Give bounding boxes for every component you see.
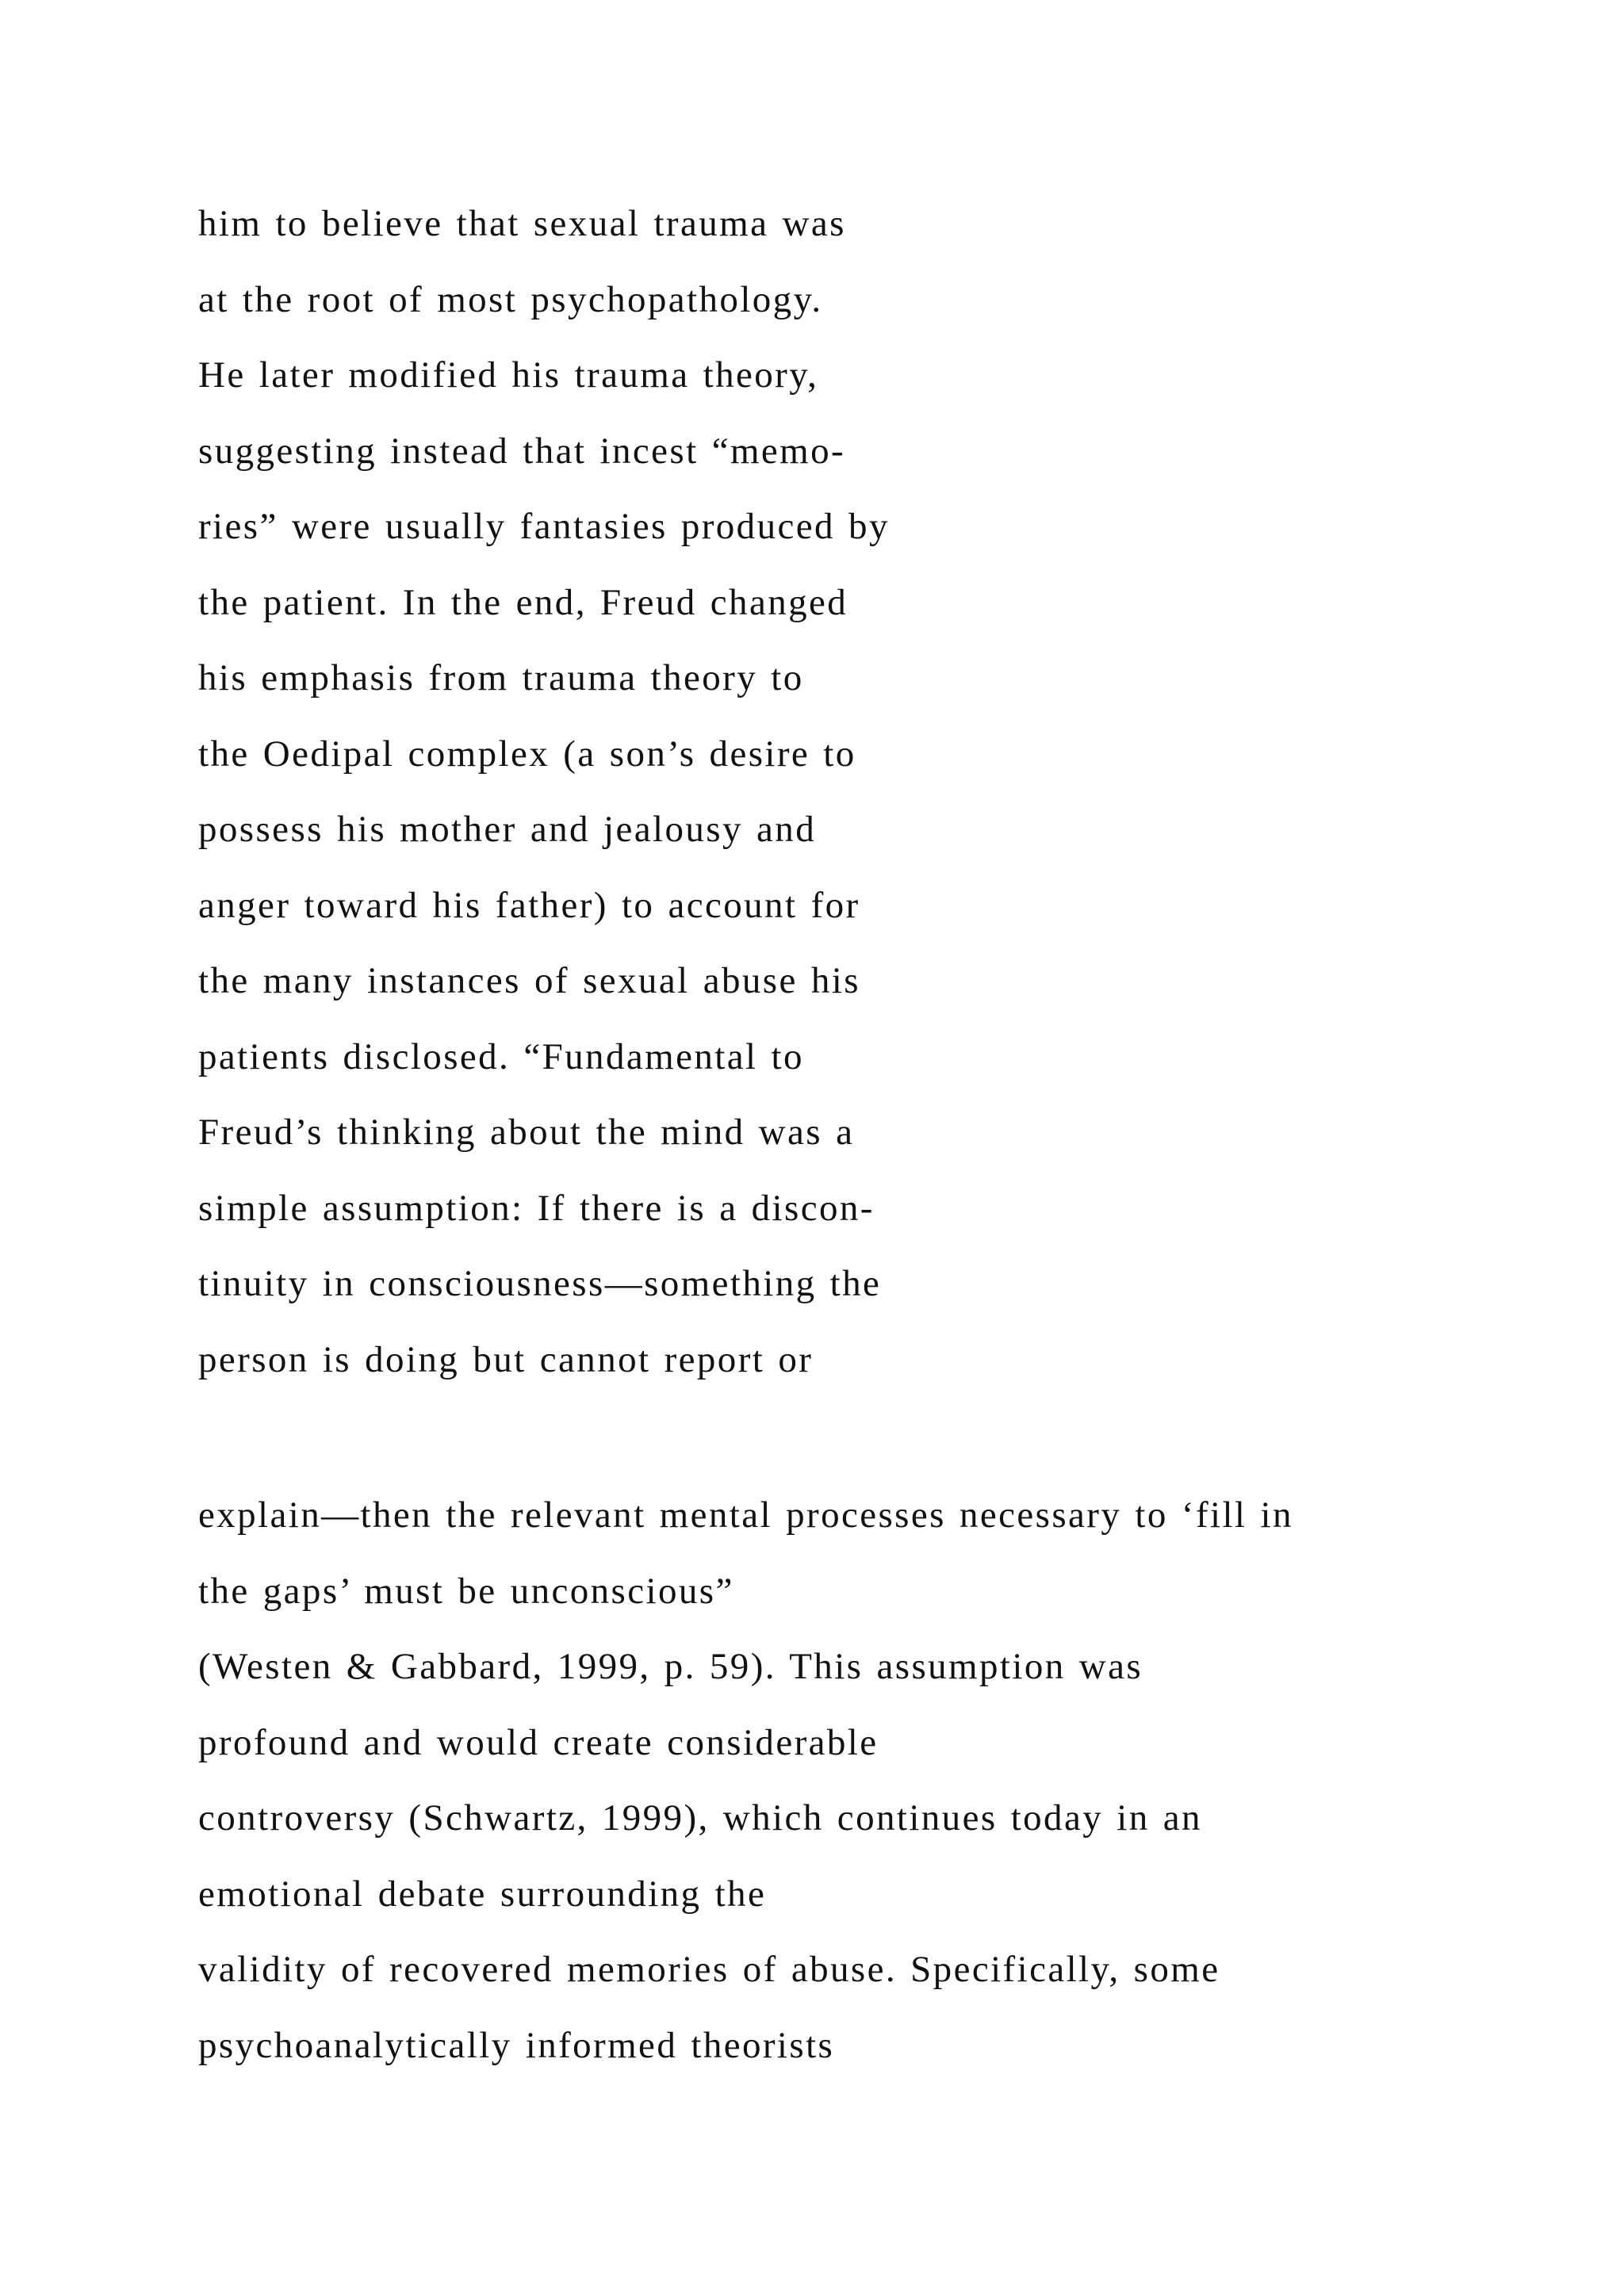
text-line: ries” were usually fantasies produced by <box>198 506 890 547</box>
text-line: (Westen & Gabbard, 1999, p. 59). This assumption was <box>198 1646 1143 1687</box>
text-line: the Oedipal complex (a son’s desire to <box>198 733 856 775</box>
paragraph-column-text <box>198 186 890 1398</box>
text-line: validity of recovered memories of abuse. Specifically, some <box>198 1949 1220 1990</box>
text-line: He later modified his trauma theory, <box>198 354 819 396</box>
text-line: psychoanalytically informed theorists <box>198 2024 835 2066</box>
paragraph-wide-text <box>198 1478 1293 2084</box>
text-line: anger toward his father) to account for <box>198 884 860 926</box>
text-line: suggesting instead that incest “memo- <box>198 430 846 472</box>
text-line: him to believe that sexual trauma was <box>198 203 846 244</box>
text-line: patients disclosed. “Fundamental to <box>198 1035 804 1077</box>
text-line: the gaps’ must be unconscious” <box>198 1570 734 1612</box>
text-line: at the root of most psychopathology. <box>198 278 823 320</box>
text-line: tinuity in consciousness—something the <box>198 1263 882 1304</box>
text-line: emotional debate surrounding the <box>198 1873 767 1915</box>
text-line: his emphasis from trauma theory to <box>198 657 804 698</box>
text-line: the many instances of sexual abuse his <box>198 960 860 1001</box>
text-line: explain—then the relevant mental processes necessary to ‘fill in <box>198 1494 1293 1536</box>
text-line: the patient. In the end, Freud changed <box>198 581 848 623</box>
text-line: Freud’s thinking about the mind was a <box>198 1112 855 1153</box>
text-line: possess his mother and jealousy and <box>198 809 817 850</box>
text-line: profound and would create considerable <box>198 1721 879 1763</box>
text-line: controversy (Schwartz, 1999), which continues today in an <box>198 1797 1202 1839</box>
text-line: person is doing but cannot report or <box>198 1338 814 1380</box>
text-line: simple assumption: If there is a discon- <box>198 1187 875 1229</box>
